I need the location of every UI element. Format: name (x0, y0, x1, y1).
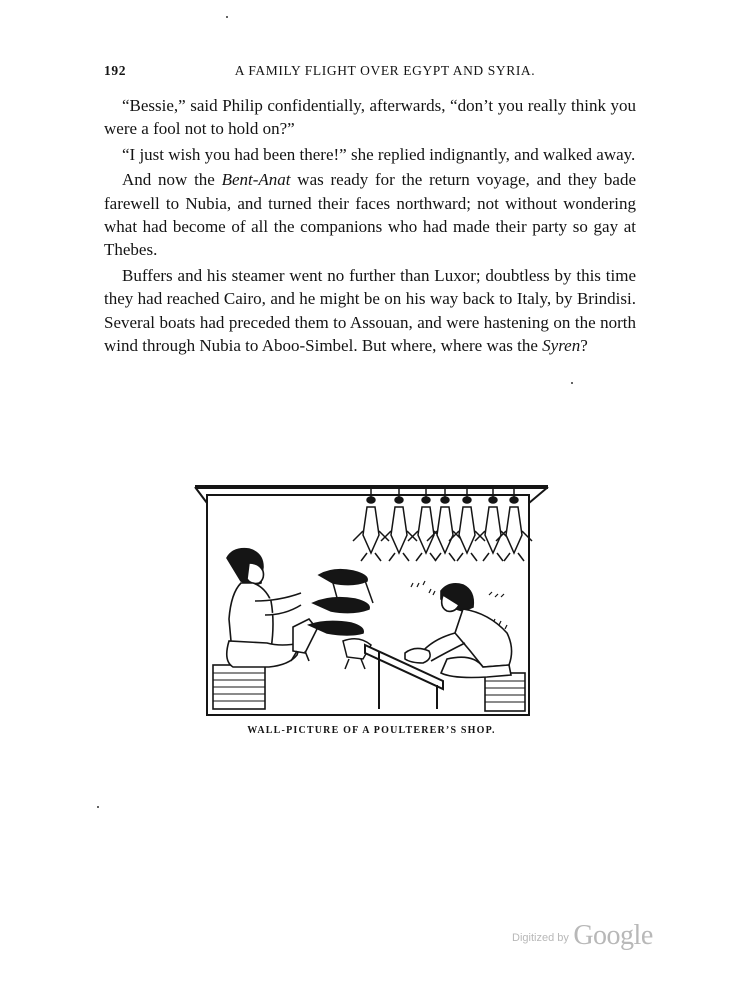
paragraph-2-text: “I just wish you had been there!” she replied indignantly, and walked away. (122, 144, 636, 164)
poulterer-shop-illustration (193, 483, 550, 719)
print-speck (226, 16, 228, 18)
seated-man-right (405, 584, 525, 711)
body-text (104, 94, 636, 359)
paragraph-3-text-a: And now the (122, 170, 222, 190)
bird-on-board (405, 648, 430, 663)
running-title: A FAMILY FLIGHT OVER EGYPT AND SYRIA. (234, 63, 536, 78)
rail-bracket-right (529, 487, 548, 503)
paragraph-1 (104, 94, 636, 141)
watermark-prefix: Digitized by (512, 932, 569, 944)
hanging-geese (353, 489, 532, 561)
paragraph-3 (104, 168, 636, 262)
paragraph-2 (104, 143, 636, 166)
figure-caption: WALL-PICTURE OF A POULTERER’S SHOP. (247, 725, 496, 736)
hanging-goose (496, 489, 532, 561)
ship-name-bent-anat: Bent-Anat (221, 170, 291, 190)
hanging-goose (475, 489, 511, 561)
page-number: 192 (104, 63, 127, 78)
print-speck (97, 806, 99, 808)
stool-right (485, 673, 525, 711)
paragraph-4-text-b: ? (580, 336, 588, 356)
paragraph-4 (104, 264, 636, 358)
print-speck (571, 382, 573, 384)
boat-name-syren: Syren (542, 336, 581, 356)
digitized-watermark (512, 920, 653, 952)
hanging-goose (381, 489, 417, 561)
paragraph-4-text-a: Buffers and his steamer went no further than Luxor; doubtless by this time they had reached Cairo, and he might be on his way back to Italy, by Brindisi. Several boats had preceded them to Assouan, and were hastening on the north wind through Nubia to Aboo-Simbel. But where, where was the (104, 265, 636, 356)
hanging-goose (449, 489, 485, 561)
sloped-board (365, 645, 443, 709)
watermark-brand: Google (573, 920, 653, 951)
kilt-left (227, 641, 301, 667)
seated-man-left (213, 549, 317, 709)
paragraph-3-text-b: was ready for the return voyage, and they bade farewell to Nubia, and turned their faces northward; not without wondering what had become of all the companions who had made their party so gay at Thebes. (104, 170, 636, 260)
birds-on-table (309, 570, 373, 669)
hanging-goose (353, 489, 389, 561)
paragraph-1-text: “Bessie,” said Philip confidentially, afterwards, “don’t you really think you were a fool not to hold on?” (104, 96, 636, 139)
rail-bracket-left (195, 487, 207, 503)
